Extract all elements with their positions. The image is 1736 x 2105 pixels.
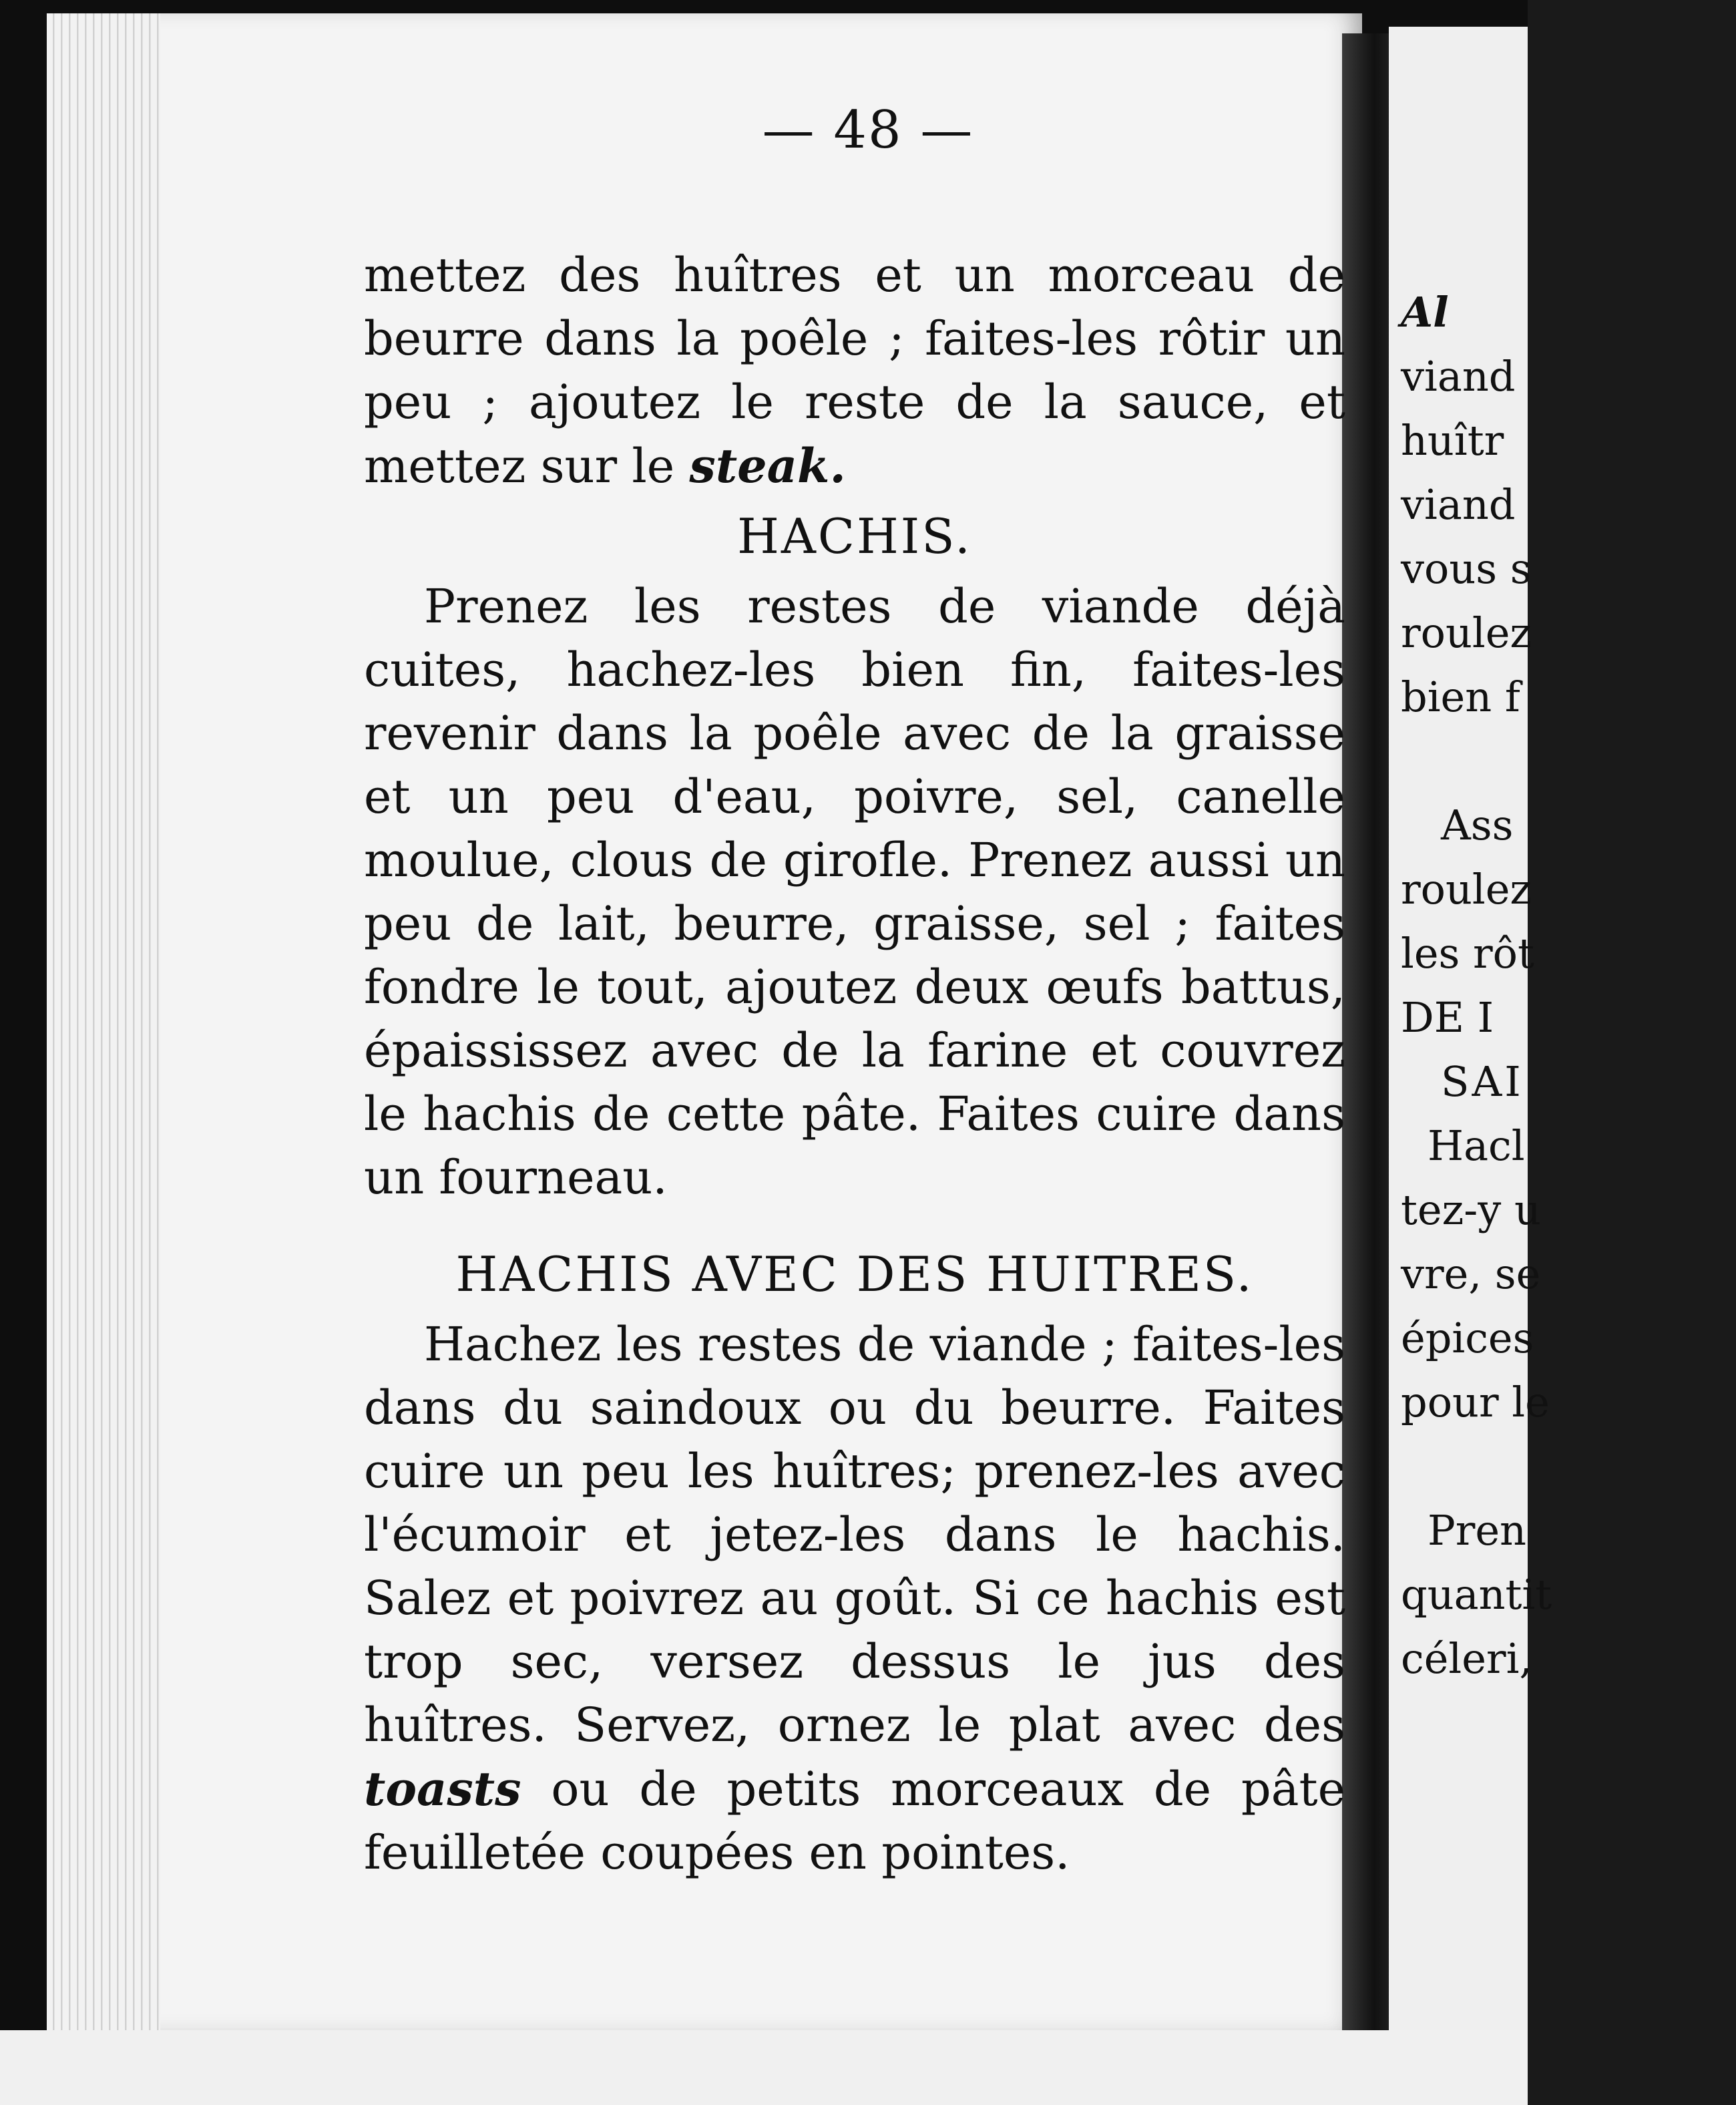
facing-page-text bbox=[1401, 280, 1552, 1691]
continuation-paragraph bbox=[364, 244, 1345, 498]
facing-line: épices bbox=[1401, 1314, 1534, 1362]
facing-line bbox=[1401, 1434, 1548, 1499]
facing-line bbox=[1401, 729, 1548, 793]
book-gutter bbox=[1342, 33, 1395, 2030]
paragraph-hachis-huitres bbox=[364, 1313, 1345, 1885]
facing-line: quantit bbox=[1401, 1570, 1552, 1619]
hachis-huitres-emphasis: toasts bbox=[364, 1761, 521, 1816]
page-number: — 48 — bbox=[762, 100, 974, 160]
page-text bbox=[364, 244, 1345, 1885]
facing-line: bien f bbox=[1401, 673, 1520, 721]
facing-line: vous s bbox=[1401, 544, 1532, 593]
facing-line: roulez bbox=[1401, 865, 1532, 914]
facing-line: DE I bbox=[1401, 993, 1494, 1042]
hachis-huitres-text: Hachez les restes de viande ; faites-les dans du saindoux ou du beurre. Faites cuire un peu les huîtres; prenez-les avec l'écumoir et jetez-les dans le hachis. Salez et poivrez au goût. Si ce hachis est trop sec, versez dessus le jus des huîtres. Servez, ornez le plat avec des bbox=[364, 1317, 1345, 1752]
paragraph-hachis: Prenez les restes de viande déjà cuites, hachez-les bien fin, faites-les revenir dans la poêle avec de la graisse et un peu d'eau, poivre, sel, canelle moulue, clous de girofle. Prenez aussi un peu de lait, beurre, graisse, sel ; faites fondre le tout, ajoutez deux œufs battus, épaississez avec de la farine et couvrez le hachis de cette pâte. Faites cuire dans un fourneau. bbox=[364, 579, 1345, 1205]
facing-line: pour le bbox=[1401, 1378, 1550, 1426]
facing-line: huîtr bbox=[1401, 416, 1504, 465]
heading-hachis: HACHIS. bbox=[737, 508, 972, 564]
scan-bottom-margin bbox=[0, 2030, 1528, 2105]
facing-line: roulez bbox=[1401, 608, 1532, 657]
continuation-text: mettez des huîtres et un morceau de beurre dans la poêle ; faites-les rôtir un peu ; ajoutez le reste de la sauce, et mettez sur le bbox=[364, 248, 1345, 494]
heading-hachis-huitres: HACHIS AVEC DES HUITRES. bbox=[455, 1246, 1254, 1302]
facing-line: tez-y u bbox=[1401, 1185, 1541, 1234]
facing-line: Hacl bbox=[1428, 1121, 1525, 1170]
hachis-huitres-text-after: ou de petits morceaux de pâte feuilletée coupées en pointes. bbox=[364, 1762, 1345, 1880]
facing-line: Pren bbox=[1428, 1506, 1526, 1555]
facing-line: les rôt bbox=[1401, 929, 1534, 978]
facing-line: viand bbox=[1401, 480, 1516, 529]
facing-line: Al bbox=[1401, 288, 1449, 337]
facing-line: Ass bbox=[1441, 801, 1514, 849]
continuation-emphasis: steak. bbox=[689, 438, 846, 494]
facing-line: viand bbox=[1401, 352, 1516, 401]
facing-line: céleri, bbox=[1401, 1634, 1533, 1683]
facing-line: vre, se bbox=[1401, 1250, 1541, 1298]
facing-line: SAI bbox=[1441, 1057, 1524, 1106]
